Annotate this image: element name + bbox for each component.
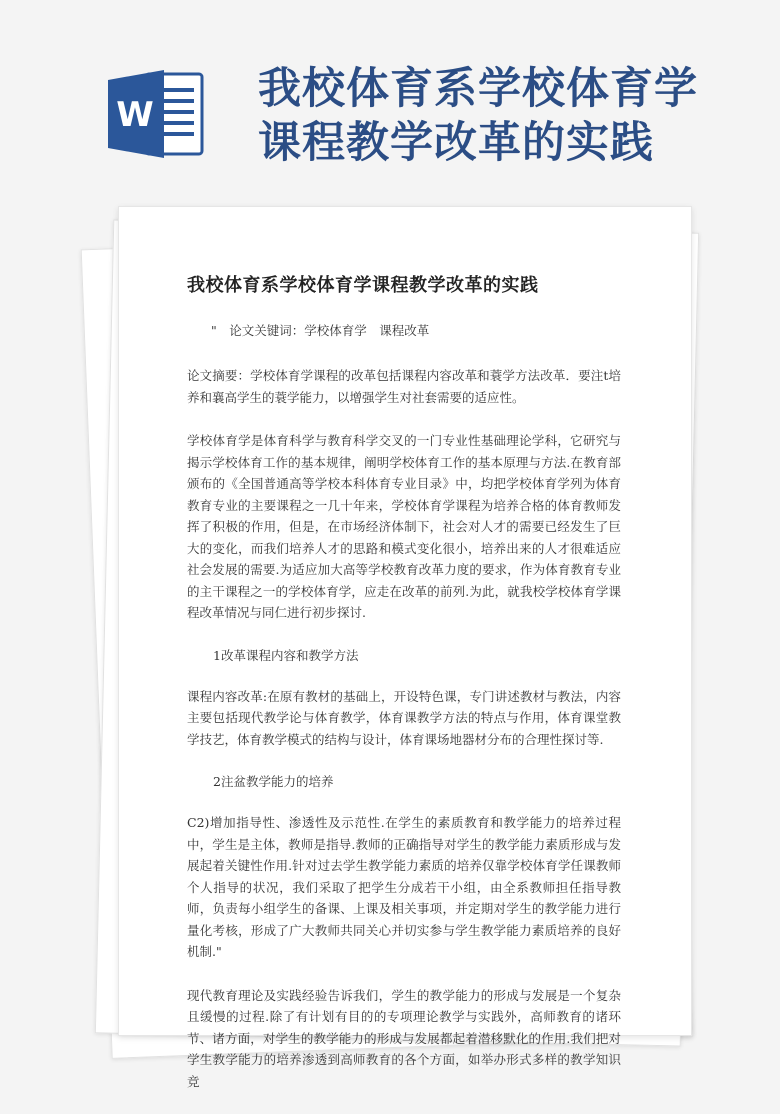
section-heading-1: 1改革课程内容和教学方法 (213, 647, 359, 663)
article-title: 我校体育系学校体育学课程教学改革的实践 (187, 275, 539, 296)
word-letter: W (116, 95, 154, 135)
document-content (187, 271, 621, 1114)
content-paragraph-3: 现代教育理论及实践经验告诉我们，学生的教学能力的形成与发展是一个复杂且缓慢的过程.除了有计划有目的的专项理论教学与实践外，高师教育的诸环节、诸方面，对学生的教学能力的形成与发展都起着潜移默化的作用.我们把对学生教学能力的培养渗透到高师教育的各个方面，如举办形式多样的教学知识竞 (187, 987, 621, 1089)
watermark: ​ (145, 160, 155, 185)
doc-title-line-1: 我校体育系学校体育学 (258, 64, 698, 114)
section-heading-2: 2注盆教学能力的培养 (213, 774, 334, 789)
word-document-icon (108, 68, 208, 160)
abstract-paragraph: 论文摘要：学校体育学课程的改革包括课程内容改革和蓑学方法改革．要注t培养和襄高学生的蓑学能力，以增强学生对社套需要的适应性。 (187, 368, 621, 405)
keywords: " 论文关键词：学校体育学 课程改革 (211, 323, 430, 338)
content-paragraph-2: C2)增加指导性、渗透性及示范性.在学生的素质教育和教学能力的培养过程中，学生是主体，教师是指导.教师的正确指导对学生的教学能力素质形成与发展起着关键性作用.针对过去学生教学能力素质的培养仅靠学校体育学任课教师个人指导的状况，我们采取了把学生分成若干小组，由全系教师担任指导教师，负责每小组学生的备课、上课及相关事项，并定期对学生的教学能力进行量化考核，形成了广大教师共同关心并切实参与学生教学能力素质培养的良好机制." (187, 815, 621, 959)
document-page (118, 206, 692, 1089)
header (0, 0, 780, 200)
content-paragraph-1: 课程内容改革:在原有教材的基础上，开设特色课，专门讲述教材与教法，内容主要包括现代教学论与体育教学，体育课教学方法的特点与作用，体育课堂教学技艺，体育教学模式的结构与设计，体育课场地器材分布的合理性探讨等. (187, 688, 621, 747)
doc-title-line-2: 课程教学改革的实践 (258, 118, 654, 168)
doc-title (258, 62, 758, 170)
intro-paragraph: 学校体育学是体育科学与教育科学交叉的一门专业性基础理论学科，它研究与揭示学校体育工作的基本规律，阐明学校体育工作的基本原理与方法.在教育部颁布的《全国普通高等学校本科体育专业目录》中，均把学校体育学列为体育教育专业的主要课程之一几十年来，学校体育学课程为培养合格的体育教师发挥了积极的作用，但是，在市场经济体制下，社会对人才的需要已经发生了巨大的变化，而我们培养人才的思路和模式变化很小，培养出来的人才很难适应社会发展的需要.为适应加大高等学校教育改革力度的要求，作为体育教育专业的主干课程之一的学校体育学，应走在改革的前列.为此，就我校学校体育学课程改革情况与同仁进行初步探讨. (187, 433, 621, 620)
